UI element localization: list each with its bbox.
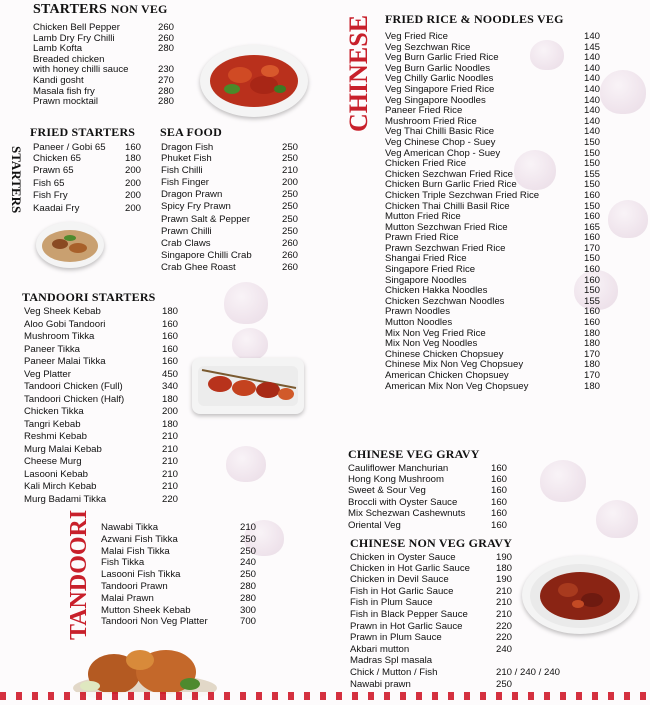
list-item: Crab Claws 260 <box>161 237 299 249</box>
tandoori-list <box>101 523 271 629</box>
list-item: Mushroom Tikka 160 <box>24 331 179 342</box>
list-item: Prawn Fried Rice 160 <box>385 232 601 244</box>
fried-rice-heading: FRIED RICE & NOODLES VEG <box>385 12 564 26</box>
list-item: Chicken in Oyster Sauce 190 <box>350 552 513 563</box>
list-item: Chinese Chicken Chopsuey 170 <box>385 348 601 360</box>
list-item: Madras Spl masala <box>350 655 433 667</box>
list-item: Phuket Fish 250 <box>161 152 299 164</box>
list-item: Masala fish fry 280 <box>33 85 175 97</box>
fried-starters-list <box>33 143 153 215</box>
list-item: Chicken Bell Pepper 260 <box>33 22 175 33</box>
list-item: Oriental Veg 160 <box>348 519 508 531</box>
list-item: Veg Platter 450 <box>24 368 179 380</box>
list-item: Chicken in Hot Garlic Sauce 180 <box>350 562 513 574</box>
list-item: Chicken Fried Rice 150 <box>385 158 601 170</box>
list-item: Chick / Mutton / Fish 210 / 240 / 240 <box>350 666 561 678</box>
list-item: Veg Burn Garlic Noodles 140 <box>385 62 601 74</box>
food-photo-tandoori-chicken <box>70 640 220 700</box>
chinese-veg-gravy-heading: CHINESE VEG GRAVY <box>348 447 480 461</box>
gravy-bowl-image <box>522 556 638 634</box>
chinese-non-veg-gravy-heading: CHINESE NON VEG GRAVY <box>350 536 513 550</box>
list-item: Fish 65 200 <box>33 177 142 189</box>
list-item: Mutton Sezchwan Fried Rice 165 <box>385 221 601 233</box>
food-photo-starters <box>36 222 104 268</box>
list-item: Fish in Black Pepper Sauce 210 <box>350 608 513 620</box>
list-item: Veg Sheek Kebab 180 <box>24 306 179 317</box>
list-item: Mutton Fried Rice 160 <box>385 211 601 223</box>
starters-heading-sub: NON VEG <box>110 2 168 16</box>
list-item: Tandoori Non Veg Platter 700 <box>101 616 257 628</box>
list-item: Prawn Salt & Pepper 250 <box>161 213 299 225</box>
kebab-skewers-image <box>192 358 304 414</box>
list-item: Singapore Noodles 160 <box>385 274 601 286</box>
list-item: Nawabi prawn 250 <box>350 678 513 690</box>
bottom-decorative-border <box>0 692 650 700</box>
list-item: Singapore Fried Rice 160 <box>385 264 601 276</box>
list-item: with honey chilli sauce 230 <box>33 64 175 76</box>
list-item: Prawn 65 200 <box>33 165 142 177</box>
tandoori-starters-list <box>24 307 189 507</box>
list-item: Shangai Fried Rice 150 <box>385 253 601 265</box>
list-item: Dragon Fish 250 <box>161 142 299 153</box>
list-item: Broccli with Oyster Sauce 160 <box>348 496 508 508</box>
list-item: Tangri Kebab 180 <box>24 418 179 430</box>
list-item: Prawn Chilli 250 <box>161 225 299 237</box>
list-item: Nawabi Tikka 210 <box>101 522 257 533</box>
list-item: Prawn in Hot Garlic Sauce 220 <box>350 620 513 632</box>
list-item: Mix Non Veg Fried Rice 180 <box>385 327 601 339</box>
list-item: Breaded chicken <box>33 53 105 65</box>
fried-starters-heading: FRIED STARTERS <box>30 125 136 139</box>
list-item: Sweet & Sour Veg 160 <box>348 485 508 497</box>
list-item: Prawn Sezchwan Fried Rice 170 <box>385 242 601 254</box>
list-item: Kaadai Fry 200 <box>33 202 142 214</box>
list-item: Reshmi Kebab 210 <box>24 431 179 442</box>
list-item: Lasooni Kebab 210 <box>24 468 179 480</box>
sea-food-heading: SEA FOOD <box>160 125 222 139</box>
tandoori-starters-heading: TANDOORI STARTERS <box>22 290 156 304</box>
list-item: Singapore Chilli Crab 260 <box>161 250 299 262</box>
tandoori-side-label: TANDOORI <box>66 509 92 640</box>
list-item: Akbari mutton 240 <box>350 643 513 655</box>
list-item: Fish Fry 200 <box>33 190 142 202</box>
list-item: Veg Thai Chilli Basic Rice 140 <box>385 126 601 138</box>
list-item: Chicken Sezchwan Fried Rice 155 <box>385 168 601 180</box>
list-item: Spicy Fry Prawn 250 <box>161 201 299 213</box>
list-item: Malai Fish Tikka 250 <box>101 545 257 557</box>
list-item: Chicken Thai Chilli Basil Rice 150 <box>385 200 601 212</box>
background-dumpling-icon <box>596 500 638 538</box>
list-item: Paneer Fried Rice 140 <box>385 105 601 117</box>
tandoori-chicken-image <box>70 640 220 700</box>
list-item: Chinese Mix Non Veg Chopsuey 180 <box>385 359 601 371</box>
list-item: Crab Ghee Roast 260 <box>161 262 299 274</box>
list-item: Tandoori Chicken (Full) 340 <box>24 381 179 392</box>
list-item: Fish Tikka 240 <box>101 557 257 569</box>
fried-rice-list <box>385 32 610 392</box>
list-item: Paneer Malai Tikka 160 <box>24 356 179 367</box>
list-item: Cauliflower Manchurian 160 <box>348 463 508 474</box>
list-item: Prawn mocktail 280 <box>33 96 175 108</box>
list-item: Lasooni Fish Tikka 250 <box>101 569 257 581</box>
list-item: Fish Finger 200 <box>161 176 299 188</box>
starters-heading-main: STARTERS <box>33 2 107 17</box>
list-item: Tandoori Chicken (Half) 180 <box>24 393 179 405</box>
list-item: Aloo Gobi Tandoori 160 <box>24 318 179 330</box>
list-item: Chicken 65 180 <box>33 152 142 164</box>
list-item: Veg Sezchwan Rice 145 <box>385 41 601 53</box>
food-photo-kebab <box>192 358 304 414</box>
list-item: Paneer Tikka 160 <box>24 343 179 355</box>
fried-starters-image <box>36 222 104 268</box>
list-item: Mutton Noodles 160 <box>385 317 601 329</box>
list-item: Chicken Sezchwan Noodles 155 <box>385 295 601 307</box>
list-item: Veg Fried Rice 140 <box>385 31 601 42</box>
background-dumpling-icon <box>540 460 586 502</box>
list-item: Dragon Prawn 250 <box>161 189 299 201</box>
chilli-chicken-image <box>200 45 308 117</box>
list-item: Lamb Kofta 280 <box>33 43 175 55</box>
list-item: Hong Kong Mushroom 160 <box>348 473 508 485</box>
background-dumpling-icon <box>232 328 268 360</box>
list-item: Fish in Hot Garlic Sauce 210 <box>350 585 513 597</box>
list-item: Mix Non Veg Noodles 180 <box>385 338 601 350</box>
background-dumpling-icon <box>226 446 266 482</box>
list-item: Chicken Tikka 200 <box>24 406 179 417</box>
list-item: Veg Chilly Garlic Noodles 140 <box>385 73 601 85</box>
list-item: Chicken Burn Garlic Fried Rice 150 <box>385 179 601 191</box>
list-item: Azwani Fish Tikka 250 <box>101 533 257 545</box>
list-item: American Chicken Chopsuey 170 <box>385 370 601 381</box>
list-item: Veg Chinese Chop - Suey 150 <box>385 136 601 148</box>
list-item: Malai Prawn 280 <box>101 592 257 604</box>
list-item: Chicken Triple Sezchwan Fried Rice 160 <box>385 189 601 201</box>
background-dumpling-icon <box>224 282 268 324</box>
list-item: Kandi gosht 270 <box>33 74 175 86</box>
food-photo-chilli-chicken <box>200 45 308 117</box>
list-item: Fish in Plum Sauce 210 <box>350 597 513 609</box>
list-item: Tandoori Prawn 280 <box>101 580 257 592</box>
chinese-side-label: CHINESE <box>344 14 373 132</box>
list-item: Veg Singapore Fried Rice 140 <box>385 83 601 95</box>
background-dumpling-icon <box>608 200 648 238</box>
list-item: Veg Burn Garlic Fried Rice 140 <box>385 52 601 64</box>
chinese-veg-gravy-list <box>348 464 518 532</box>
list-item: Mutton Sheek Kebab 300 <box>101 604 257 616</box>
list-item: Chicken Hakka Noodles 150 <box>385 285 601 297</box>
list-item: Murg Badami Tikka 220 <box>24 493 179 505</box>
list-item: Paneer / Gobi 65 160 <box>33 142 142 153</box>
list-item: Mix Schezwan Cashewnuts 160 <box>348 508 508 520</box>
list-item: Lamb Dry Fry Chilli 260 <box>33 32 175 44</box>
starters-list <box>33 23 183 108</box>
list-item: Mushroom Fried Rice 140 <box>385 115 601 127</box>
list-item: Chicken in Devil Sauce 190 <box>350 574 513 586</box>
sea-food-list <box>161 143 311 274</box>
list-item: Fish Chilli 210 <box>161 164 299 176</box>
list-item: Prawn in Plum Sauce 220 <box>350 632 513 644</box>
list-item: Veg American Chop - Suey 150 <box>385 147 601 159</box>
food-photo-gravy <box>522 556 638 634</box>
list-item: Kali Mirch Kebab 210 <box>24 481 179 492</box>
list-item: Veg Singapore Noodles 140 <box>385 94 601 106</box>
starters-heading <box>33 2 168 18</box>
list-item: Prawn Noodles 160 <box>385 306 601 318</box>
starters-side-label: STARTERS <box>9 146 24 214</box>
list-item: Cheese Murg 210 <box>24 456 179 467</box>
list-item: Murg Malai Kebab 210 <box>24 443 179 455</box>
list-item: American Mix Non Veg Chopsuey 180 <box>385 380 601 392</box>
